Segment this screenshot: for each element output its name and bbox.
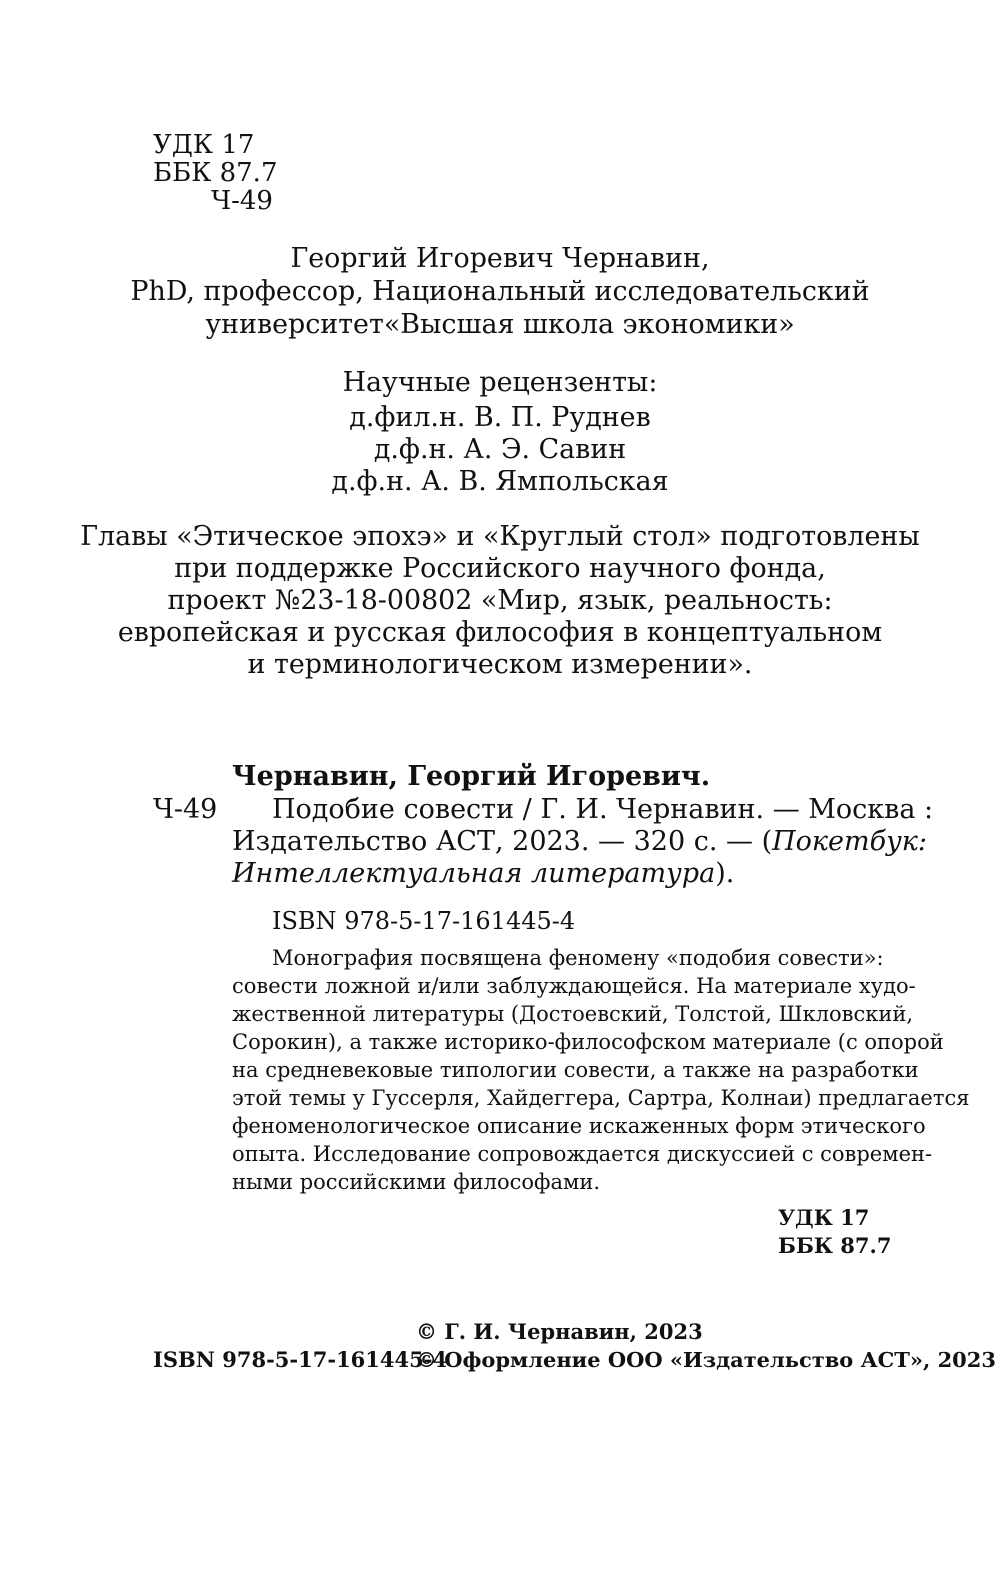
author-name-line: Георгий Игоревич Чернавин, xyxy=(290,243,710,274)
author-mark-top: Ч-49 xyxy=(211,186,273,216)
abstract-line-4: Сорокин), а также историко-философском материале (с опорой xyxy=(232,1030,944,1054)
abstract-line-8: опыта. Исследование сопровождается дискуссией с современ- xyxy=(232,1142,933,1166)
grant-note-line-1: Главы «Этическое эпохэ» и «Круглый стол» подготовлены xyxy=(80,521,920,552)
grant-note-line-2: при поддержке Российского научного фонда, xyxy=(174,553,826,584)
catalog-author-mark: Ч-49 xyxy=(153,794,218,825)
reviewers-heading: Научные рецензенты: xyxy=(342,367,658,398)
abstract-line-3: жественной литературы (Достоевский, Толстой, Шкловский, xyxy=(232,1002,914,1026)
copyright-design: © Оформление ООО «Издательство АСТ», 2023 xyxy=(416,1347,996,1372)
grant-note-line-5: и терминологическом измерении». xyxy=(247,649,753,680)
catalog-series-start: Покетбук: xyxy=(772,826,927,857)
catalog-isbn: ISBN 978-5-17-161445-4 xyxy=(272,907,576,935)
abstract-line-2: совести ложной и/или заблуждающейся. На материале худо- xyxy=(232,974,916,998)
author-title-line: PhD, профессор, Национальный исследовательский xyxy=(130,276,870,307)
bbk-code-top: ББК 87.7 xyxy=(153,158,278,188)
copyright-author: © Г. И. Чернавин, 2023 xyxy=(416,1319,703,1344)
abstract-line-9: ными российскими философами. xyxy=(232,1170,600,1194)
abstract-line-6: этой темы у Гуссерля, Хайдеггера, Сартра, Колнаи) предлагается xyxy=(232,1086,970,1110)
abstract-line-7: феноменологическое описание искаженных форм этического xyxy=(232,1114,926,1138)
catalog-series-line xyxy=(232,858,734,889)
grant-note-line-4: европейская и русская философия в концептуальном xyxy=(117,617,883,648)
footer-isbn: ISBN 978-5-17-161445-4 xyxy=(153,1347,448,1372)
udk-code-top: УДК 17 xyxy=(153,130,255,160)
catalog-series-name: Интеллектуальная литература xyxy=(232,858,716,889)
catalog-bbk: ББК 87.7 xyxy=(778,1233,892,1258)
author-affiliation-line: университет«Высшая школа экономики» xyxy=(205,309,795,340)
reviewer-2: д.ф.н. А. Э. Савин xyxy=(373,434,627,465)
catalog-publisher-text: Издательство АСТ, 2023. — 320 с. — ( xyxy=(232,826,773,857)
catalog-publisher-line xyxy=(232,826,927,857)
catalog-title-line: Подобие совести / Г. И. Чернавин. — Москва : xyxy=(272,794,934,825)
abstract-line-5: на средневековые типологии совести, а также на разработки xyxy=(232,1058,919,1082)
reviewer-3: д.ф.н. А. В. Ямпольская xyxy=(331,466,669,497)
grant-note-line-3: проект №23-18-00802 «Мир, язык, реальность: xyxy=(167,585,833,616)
catalog-udk: УДК 17 xyxy=(778,1205,870,1230)
catalog-author-heading: Чернавин, Георгий Игоревич. xyxy=(232,761,711,792)
abstract-line-1: Монография посвящена феномену «подобия совести»: xyxy=(272,946,884,970)
reviewer-1: д.фил.н. В. П. Руднев xyxy=(349,402,651,433)
catalog-series-end: ). xyxy=(715,858,735,889)
